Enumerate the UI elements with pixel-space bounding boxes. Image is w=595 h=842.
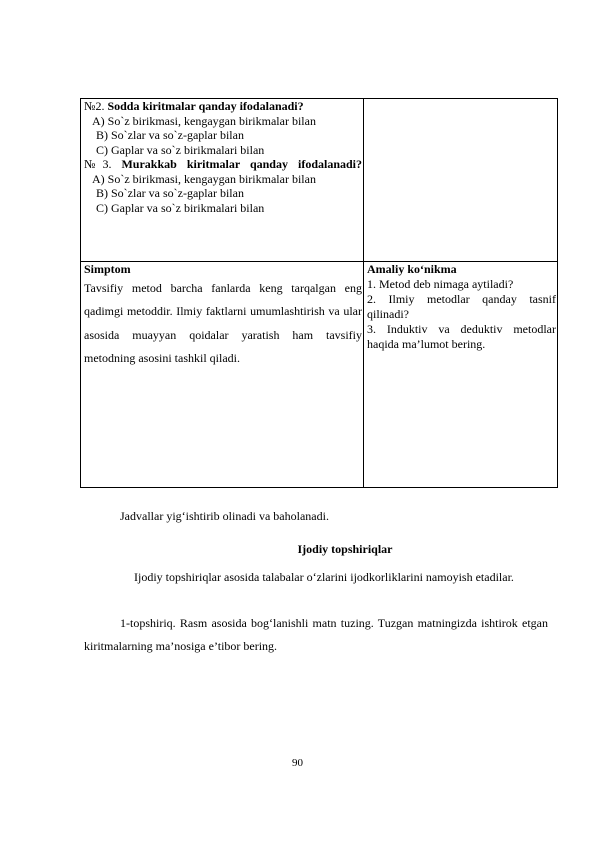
- symptom-title: Simptom: [84, 262, 131, 276]
- paragraph-2: 1-topshiriq. Rasm asosida bog‘lanishli matn tuzing. Tuzgan matningizda ishtirok etgan kiritmalarning ma’nosiga e’tibor bering.: [84, 616, 548, 653]
- question-2-option-a: A) So`z birikmasi, kengaygan birikmalar bilan: [92, 113, 316, 128]
- question-3-option-b: B) So`zlar va so`z-gaplar bilan: [96, 186, 244, 200]
- symptom-text: Tavsifiy metod barcha fanlarda keng tarqalgan eng qadimgi metoddir. Ilmiy faktlarni umumlashtirish va ular asosida muayyan qoidalar yaratish ham tavsifiy metodning asosini tashkil qiladi.: [84, 280, 362, 365]
- table-row: [81, 262, 558, 488]
- table-note: Jadvallar yig‘ishtirib olinadi va baholanadi.: [120, 509, 329, 523]
- skill-question-2: 2. Ilmiy metodlar qanday tasnif qilinadi?: [367, 291, 556, 321]
- empty-cell: [364, 99, 558, 262]
- question-3-option-a: A) So`z birikmasi, kengaygan birikmalar bilan: [92, 171, 316, 186]
- skill-title: Amaliy ko‘nikma: [367, 262, 457, 276]
- table-row: [81, 99, 558, 262]
- paragraph-1: Ijodiy topshiriqlar asosida talabalar o‘zlarini ijodkorliklarini namoyish etadilar.: [134, 570, 514, 584]
- skill-question-1: 1. Metod deb nimaga aytiladi?: [367, 276, 514, 291]
- question-3-heading: №3. Murakkab kiritmalar qanday ifodalanadi?: [84, 157, 363, 171]
- page-number: 90: [292, 757, 303, 769]
- skill-question-3: 3. Induktiv va deduktiv metodlar haqida ma’lumot bering.: [367, 321, 556, 351]
- questions-cell: [81, 99, 364, 262]
- skill-cell: [364, 262, 558, 488]
- question-2-option-b: B) So`zlar va so`z-gaplar bilan: [96, 128, 244, 142]
- section-title: Ijodiy topshiriqlar: [297, 542, 393, 556]
- tasks-table: [80, 98, 558, 488]
- question-2-heading: №2. Sodda kiritmalar qanday ifodalanadi?: [84, 99, 304, 113]
- question-2-option-c: C) Gaplar va so`z birikmalari bilan: [96, 142, 265, 157]
- symptom-cell: [81, 262, 364, 488]
- question-3-option-c: C) Gaplar va so`z birikmalari bilan: [96, 200, 265, 215]
